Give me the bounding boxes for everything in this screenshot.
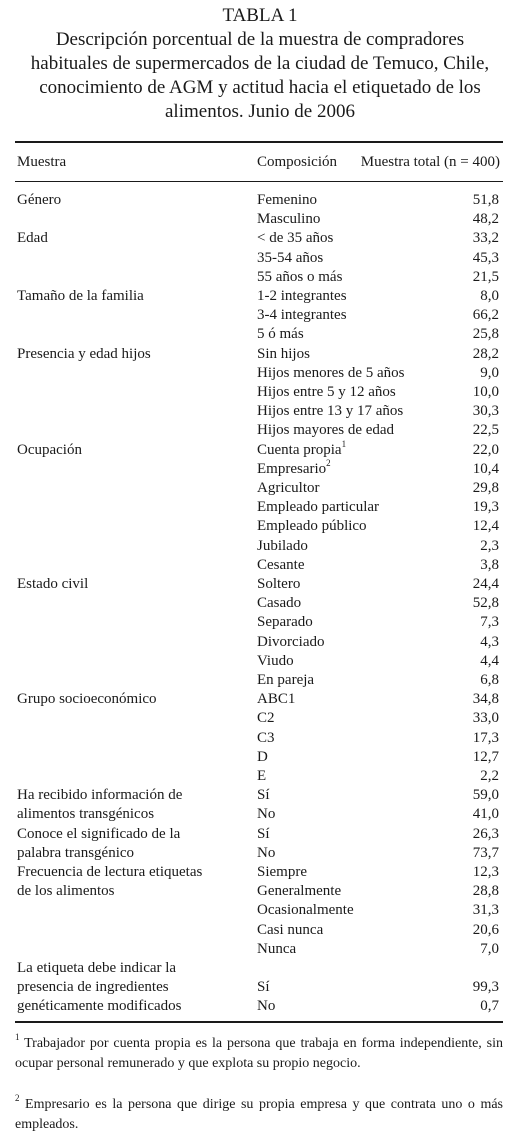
row-option <box>257 633 324 652</box>
row-option-label: 35-54 años <box>257 249 324 266</box>
row-option <box>257 805 275 824</box>
row-option-label: En pareja <box>257 672 315 688</box>
row-value: 28,8 <box>472 883 499 900</box>
table-row <box>0 844 520 863</box>
table-row <box>0 863 520 882</box>
row-option-label: C3 <box>257 729 275 746</box>
table-row <box>0 825 520 844</box>
row-category: alimentos transgénicos <box>17 806 155 823</box>
row-option <box>257 383 396 402</box>
table-row <box>0 786 520 805</box>
row-category: Estado civil <box>17 576 89 592</box>
table-row <box>0 729 520 748</box>
row-option-label: 55 años o más <box>257 268 343 285</box>
row-value: 33,0 <box>472 710 499 727</box>
row-value: 34,8 <box>472 691 499 708</box>
row-value: 48,2 <box>472 211 499 228</box>
table-row <box>0 498 520 517</box>
table-row <box>0 345 520 364</box>
table-title-line: Descripción porcentual de la muestra de compradores <box>55 29 465 50</box>
row-value: 8,0 <box>480 288 499 304</box>
footnote <box>15 1095 503 1134</box>
row-option-label: Generalmente <box>257 883 342 900</box>
row-value: 51,8 <box>472 192 499 208</box>
row-option-label: Ocasionalmente <box>257 902 354 919</box>
row-value: 4,4 <box>480 652 499 669</box>
row-value: 25,8 <box>472 326 499 343</box>
row-value: 41,0 <box>472 806 499 823</box>
row-option-label: Siempre <box>257 864 307 880</box>
table-top-rule <box>15 141 503 143</box>
row-option <box>257 690 295 709</box>
row-option <box>257 210 320 229</box>
table-row <box>0 767 520 786</box>
row-option-label: Masculino <box>257 211 321 228</box>
row-option-label: 5 ó más <box>257 326 304 343</box>
row-category: palabra transgénico <box>17 844 135 861</box>
row-option <box>257 402 403 421</box>
table-row <box>0 402 520 421</box>
row-value: 19,3 <box>472 499 499 516</box>
row-option <box>257 249 323 268</box>
footnote-reference: 1 <box>341 438 347 449</box>
row-option-label: E <box>257 768 267 784</box>
row-option-label: 1-2 integrantes <box>257 288 347 304</box>
table-row <box>0 940 520 959</box>
row-option <box>257 517 367 536</box>
row-option <box>257 863 307 882</box>
row-category: Tamaño de la familia <box>17 288 144 304</box>
row-option-label: ABC1 <box>257 691 296 708</box>
column-header-composicion <box>257 153 500 171</box>
table-row <box>0 959 520 978</box>
row-value: 52,8 <box>472 595 499 612</box>
row-value: 12,3 <box>472 864 499 880</box>
table-row <box>0 575 520 594</box>
row-option-label: Femenino <box>257 192 317 208</box>
row-option <box>257 767 266 786</box>
row-category: Presencia y edad hijos <box>17 345 151 362</box>
row-option <box>257 882 341 901</box>
table-row <box>0 210 520 229</box>
row-value: 2,3 <box>480 537 499 554</box>
row-category: presencia de ingredientes <box>17 979 169 996</box>
row-option <box>257 901 354 920</box>
row-option <box>257 613 313 632</box>
row-value: 6,8 <box>480 672 499 688</box>
row-option <box>257 191 317 210</box>
row-option <box>257 556 304 575</box>
footnote-reference: 2 <box>326 457 331 468</box>
table-title-line: habituales de supermercados de la ciudad de Temuco, Chile, <box>30 53 490 74</box>
row-option-label: Soltero <box>257 576 301 592</box>
table-row <box>0 325 520 344</box>
table-header-rule <box>15 181 503 182</box>
row-value: 2,2 <box>480 768 499 784</box>
row-option-label: Empresario <box>257 460 327 477</box>
row-option-label: Empleado particular <box>257 499 380 516</box>
row-value: 12,7 <box>472 748 499 765</box>
row-option-label: Agricultor <box>257 480 320 496</box>
row-option <box>257 364 404 383</box>
row-option <box>257 594 301 613</box>
row-option-label: Sin hijos <box>257 345 310 362</box>
row-value: 12,4 <box>472 518 499 535</box>
row-option <box>257 844 275 863</box>
table-row <box>0 709 520 728</box>
row-category: Género <box>17 192 62 208</box>
row-option <box>257 306 347 325</box>
row-option <box>257 457 331 479</box>
table-row <box>0 457 520 479</box>
row-category: de los alimentos <box>17 883 115 900</box>
row-option <box>257 940 296 959</box>
row-value: 29,8 <box>472 480 499 496</box>
table-row <box>0 229 520 248</box>
table-row <box>0 517 520 536</box>
row-option-label: Viudo <box>257 652 294 669</box>
row-option <box>257 479 319 498</box>
row-option <box>257 978 270 997</box>
row-value: 20,6 <box>472 921 499 938</box>
row-category: Conoce el significado de la <box>17 825 181 842</box>
row-value: 28,2 <box>472 345 499 362</box>
footnote-mark: 1 <box>15 1032 20 1043</box>
row-value: 26,3 <box>472 825 499 842</box>
row-value: 59,0 <box>472 787 499 804</box>
row-value: 31,3 <box>472 902 499 919</box>
row-option-label: Separado <box>257 614 313 631</box>
table-row <box>0 901 520 920</box>
table-row <box>0 421 520 440</box>
row-option <box>257 498 379 517</box>
row-option-label: Hijos mayores de edad <box>257 422 395 439</box>
table-row <box>0 268 520 287</box>
row-option-label: Sí <box>257 979 270 996</box>
row-option <box>257 287 347 306</box>
row-value: 22,5 <box>472 422 499 439</box>
row-option <box>257 537 308 556</box>
row-option <box>257 825 270 844</box>
row-option <box>257 709 275 728</box>
table-title-line: conocimiento de AGM y actitud hacia el etiquetado de los <box>39 77 481 98</box>
row-option-label: Cesante <box>257 556 305 573</box>
row-option-label: < de 35 años <box>257 230 334 247</box>
row-option-label: No <box>257 806 276 823</box>
table-title-line: alimentos. Junio de 2006 <box>165 101 355 122</box>
table-row <box>0 594 520 613</box>
row-option-label: Hijos menores de 5 años <box>257 364 405 381</box>
row-value: 24,4 <box>472 576 499 592</box>
row-option-label: Casi nunca <box>257 921 324 938</box>
table-row <box>0 671 520 690</box>
row-option <box>257 345 310 364</box>
row-option-label: Sí <box>257 825 270 842</box>
row-value: 21,5 <box>472 268 499 285</box>
row-option-label: 3-4 integrantes <box>257 307 347 324</box>
row-category: Ocupación <box>17 441 82 458</box>
table-row <box>0 805 520 824</box>
row-option-label: Sí <box>257 787 270 804</box>
row-option <box>257 997 275 1016</box>
row-option <box>257 786 270 805</box>
row-value: 22,0 <box>472 441 499 458</box>
row-value: 17,3 <box>472 729 499 746</box>
table-row <box>0 652 520 671</box>
row-option-label: Casado <box>257 595 302 612</box>
row-option <box>257 575 300 594</box>
table-label: TABLA 1 <box>222 5 298 26</box>
row-category: Frecuencia de lectura etiquetas <box>17 864 203 880</box>
table-bottom-rule <box>15 1021 503 1023</box>
table-row <box>0 306 520 325</box>
row-value: 66,2 <box>472 307 499 324</box>
table-row <box>0 249 520 268</box>
footnote-mark: 2 <box>15 1093 20 1104</box>
table-row <box>0 383 520 402</box>
row-value: 73,7 <box>472 844 499 861</box>
row-option <box>257 438 347 460</box>
row-value: 45,3 <box>472 249 499 266</box>
row-value: 30,3 <box>472 403 499 420</box>
row-option-label: Jubilado <box>257 537 308 554</box>
row-option <box>257 729 275 748</box>
table-row <box>0 438 520 460</box>
footnote-text: Empresario es la persona que dirige su propia empresa y que contrata uno o más empleados. <box>15 1097 503 1132</box>
table-row <box>0 748 520 767</box>
table-row <box>0 191 520 210</box>
row-value: 3,8 <box>480 556 499 573</box>
table-row <box>0 882 520 901</box>
row-category: genéticamente modificados <box>17 998 182 1015</box>
row-category: Ha recibido información de <box>17 787 183 804</box>
row-category: Grupo socioeconómico <box>17 691 157 708</box>
table-row <box>0 556 520 575</box>
row-option-label: Nunca <box>257 940 297 957</box>
row-value: 10,0 <box>472 384 499 400</box>
footnote-text: Trabajador por cuenta propia es la persona que trabaja en forma independiente, sin ocupar personal remunerado y que explota su propio negocio. <box>15 1036 504 1071</box>
row-value: 7,0 <box>480 940 499 957</box>
table-row <box>0 978 520 997</box>
table-row <box>0 479 520 498</box>
footnote <box>15 1034 503 1073</box>
table-row <box>0 921 520 940</box>
row-category: La etiqueta debe indicar la <box>17 960 177 976</box>
row-option-label: Hijos entre 13 y 17 años <box>257 403 404 420</box>
row-option-label: Cuenta propia <box>257 441 342 458</box>
row-option-label: C2 <box>257 710 275 727</box>
row-option <box>257 268 342 287</box>
row-option-label: D <box>257 748 268 765</box>
row-option-label: Hijos entre 5 y 12 años <box>257 384 396 400</box>
row-option <box>257 229 333 248</box>
header-composicion-label: Composición <box>257 154 338 170</box>
row-value: 99,3 <box>472 979 499 996</box>
header-muestra-total-label: Muestra total (n = 400) <box>360 154 500 170</box>
row-option-label: Divorciado <box>257 633 325 650</box>
row-value: 10,4 <box>472 460 499 477</box>
row-option <box>257 671 314 690</box>
row-option <box>257 421 394 440</box>
row-value: 4,3 <box>480 633 499 650</box>
table-row <box>0 613 520 632</box>
row-option <box>257 921 323 940</box>
row-value: 33,2 <box>472 230 499 247</box>
table-row <box>0 633 520 652</box>
row-option-label: Empleado público <box>257 518 367 535</box>
row-value: 9,0 <box>480 364 499 381</box>
table-row <box>0 690 520 709</box>
table-row <box>0 364 520 383</box>
row-category: Edad <box>17 230 48 247</box>
table-row <box>0 537 520 556</box>
row-option <box>257 652 294 671</box>
table-row <box>0 997 520 1016</box>
row-option-label: No <box>257 998 276 1015</box>
column-header-muestra: Muestra <box>17 154 67 170</box>
row-value: 0,7 <box>480 998 499 1015</box>
row-value: 7,3 <box>480 614 499 631</box>
row-option <box>257 748 268 767</box>
table-row <box>0 287 520 306</box>
row-option-label: No <box>257 844 276 861</box>
row-option <box>257 325 304 344</box>
